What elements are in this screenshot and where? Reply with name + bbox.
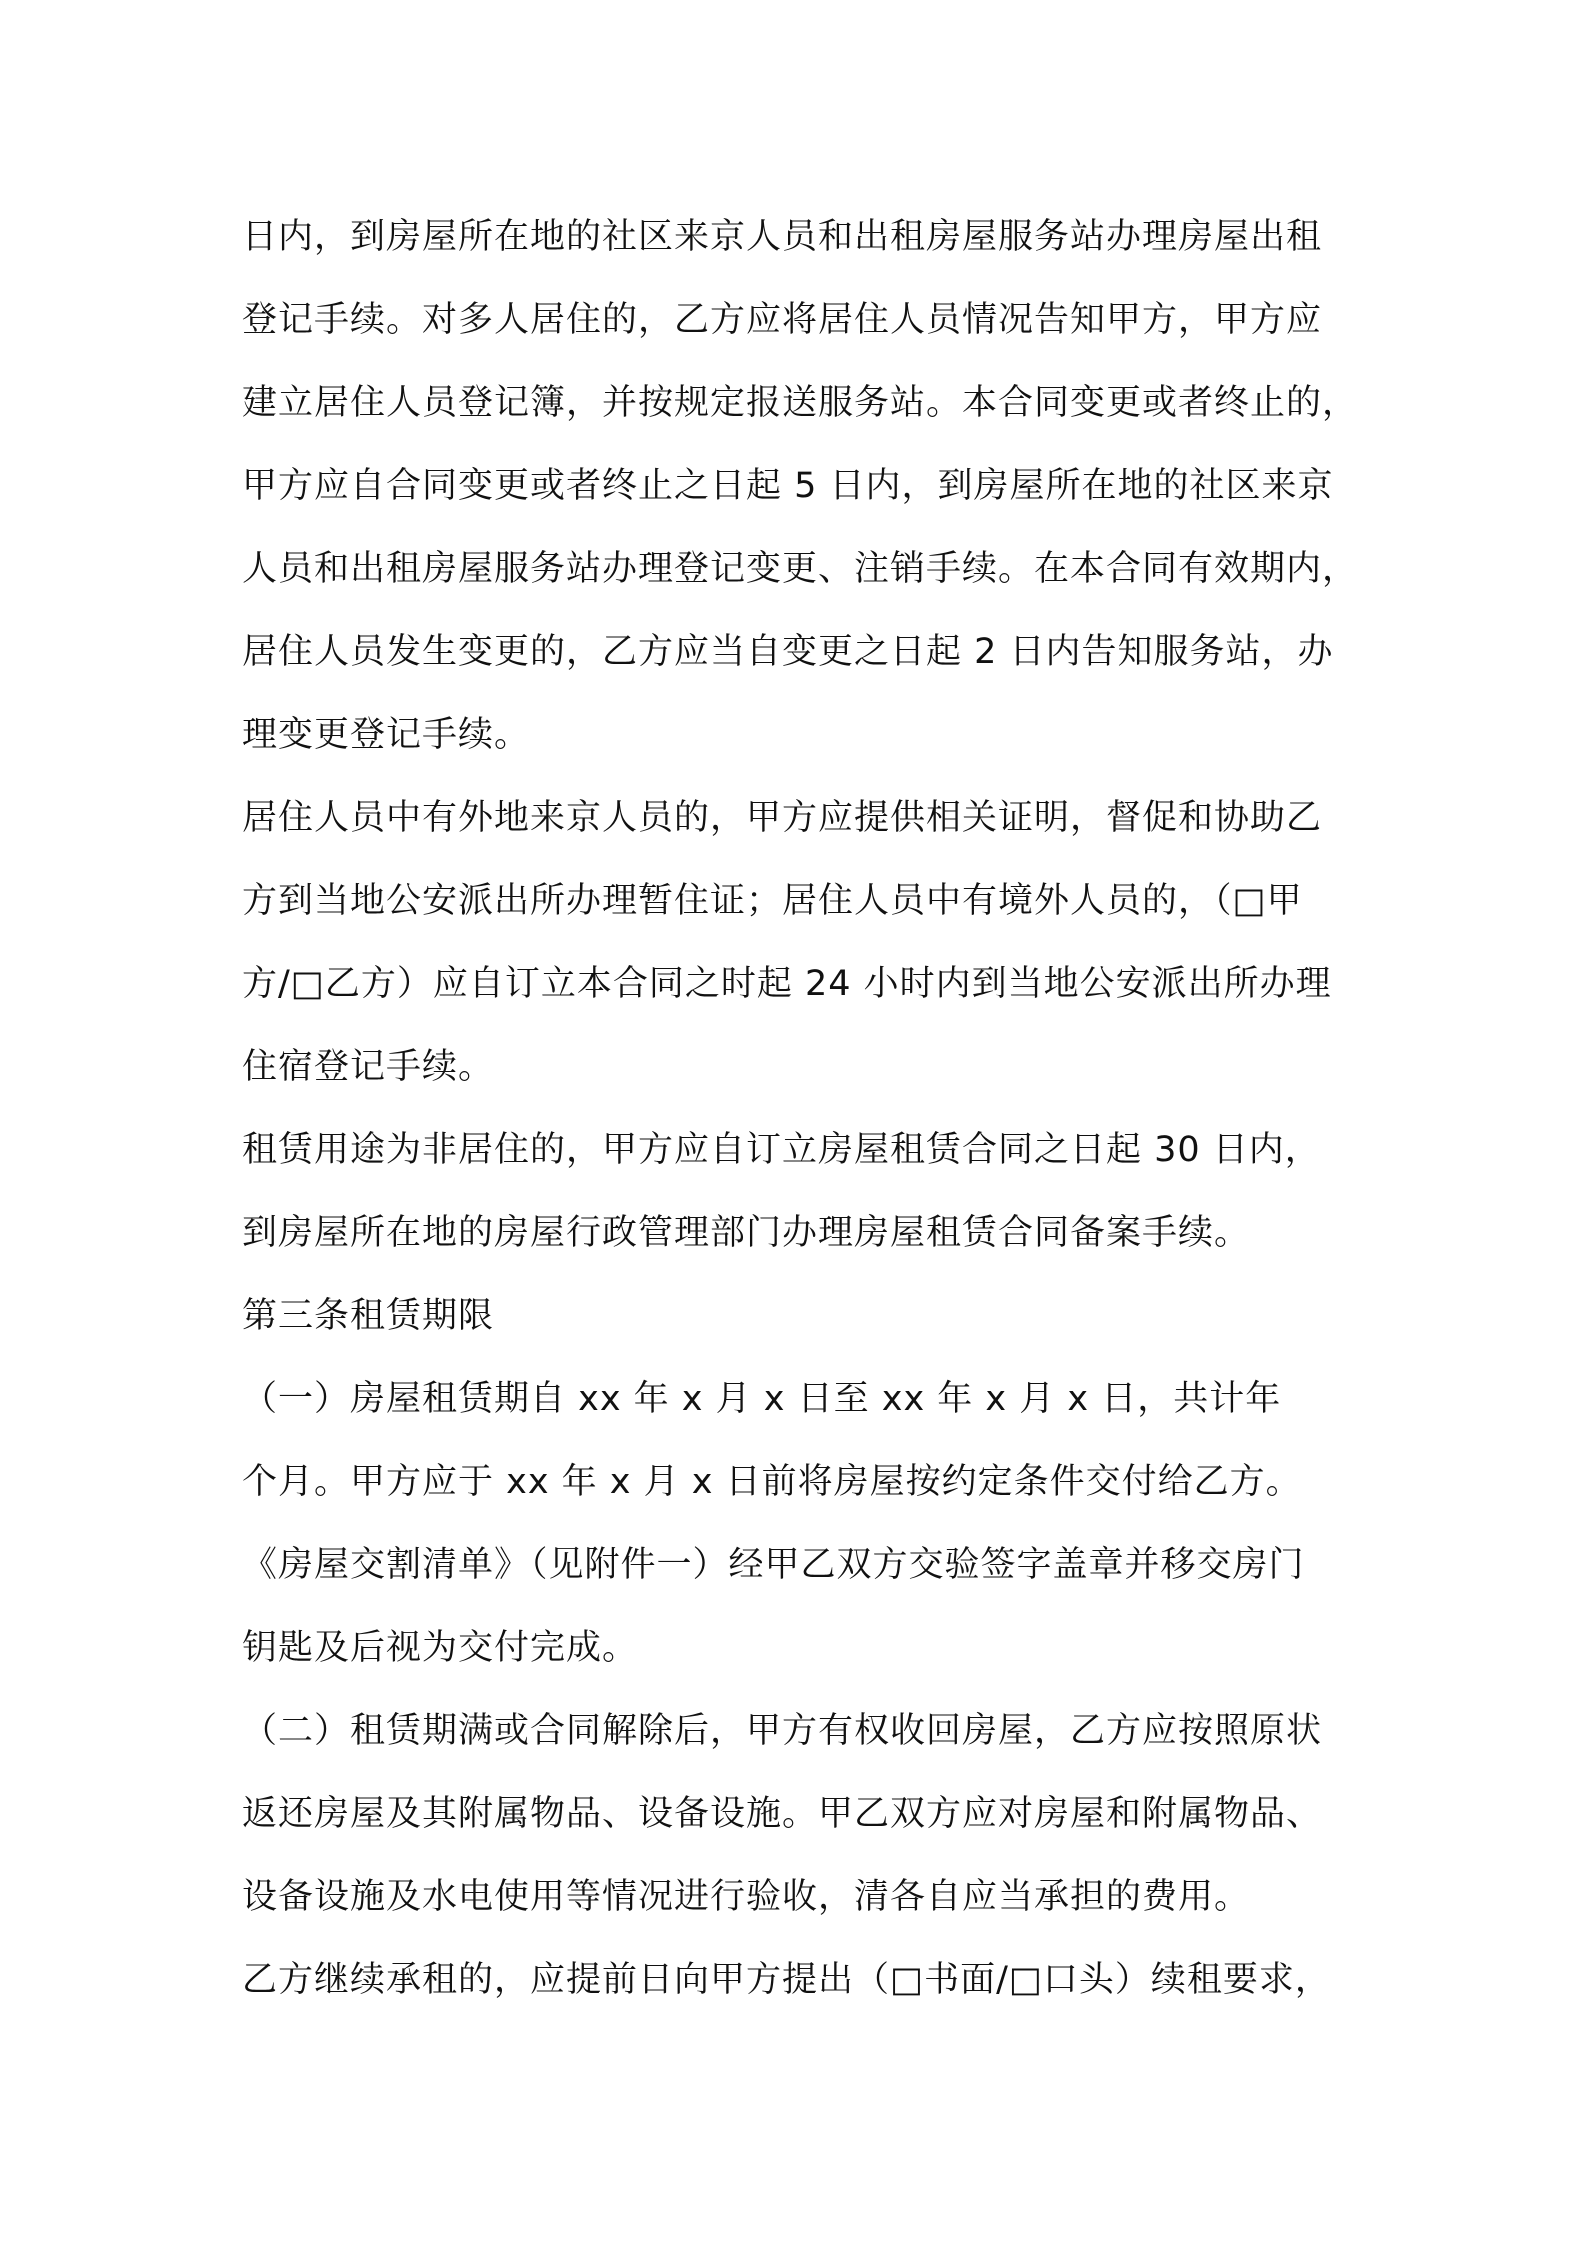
text-line: 到房屋所在地的房屋行政管理部门办理房屋租赁合同备案手续。 xyxy=(242,1213,1251,1253)
text-line: 理变更登记手续。 xyxy=(242,715,531,755)
text-line: 建立居住人员登记簿，并按规定报送服务站。本合同变更或者终止的， xyxy=(242,383,1359,423)
text-line: （一）房屋租赁期自 xx 年 x 月 x 日至 xx 年 x 月 x 日，共计年 xyxy=(242,1379,1282,1419)
text-line: 方/□乙方）应自订立本合同之时起 24 小时内到当地公安派出所办理 xyxy=(242,964,1332,1004)
text-line: 居住人员中有外地来京人员的，甲方应提供相关证明，督促和协助乙 xyxy=(242,798,1323,838)
text-line: 设备设施及水电使用等情况进行验收，清各自应当承担的费用。 xyxy=(242,1877,1251,1917)
body-text xyxy=(242,196,1372,2022)
text-line: 方到当地公安派出所办理暂住证；居住人员中有境外人员的，（□甲 xyxy=(242,881,1303,921)
text-line: 居住人员发生变更的，乙方应当自变更之日起 2 日内告知服务站，办 xyxy=(242,632,1334,672)
text-line: （二）租赁期满或合同解除后，甲方有权收回房屋，乙方应按照原状 xyxy=(242,1711,1323,1751)
text-line: 甲方应自合同变更或者终止之日起 5 日内，到房屋所在地的社区来京 xyxy=(242,466,1334,506)
text-line: 《房屋交割清单》（见附件一）经甲乙双方交验签字盖章并移交房门 xyxy=(242,1545,1305,1585)
text-line: 日内，到房屋所在地的社区来京人员和出租房屋服务站办理房屋出租 xyxy=(242,217,1323,257)
text-line: 住宿登记手续。 xyxy=(242,1047,495,1087)
text-line: 租赁用途为非居住的，甲方应自订立房屋租赁合同之日起 30 日内， xyxy=(242,1130,1321,1170)
text-line: 钥匙及后视为交付完成。 xyxy=(242,1628,639,1668)
text-line: 乙方继续承租的，应提前日向甲方提出（□书面/□口头）续租要求， xyxy=(242,1960,1331,2000)
text-line: 登记手续。对多人居住的，乙方应将居住人员情况告知甲方，甲方应 xyxy=(242,300,1323,340)
text-line: 个月。甲方应于 xx 年 x 月 x 日前将房屋按约定条件交付给乙方。 xyxy=(242,1462,1302,1502)
text-line: 返还房屋及其附属物品、设备设施。甲乙双方应对房屋和附属物品、 xyxy=(242,1794,1323,1834)
section-heading: 第三条租赁期限 xyxy=(242,1296,495,1336)
text-line: 人员和出租房屋服务站办理登记变更、注销手续。在本合同有效期内， xyxy=(242,549,1359,589)
